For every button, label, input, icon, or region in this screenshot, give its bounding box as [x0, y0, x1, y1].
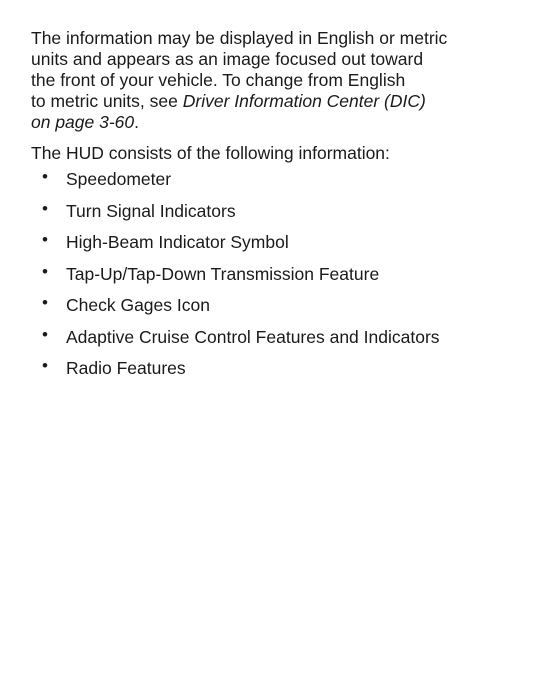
list-item-high-beam [31, 232, 521, 264]
list-item-text: Tap-Up/Tap-Down Transmission Feature [66, 263, 380, 284]
list-item-text: Adaptive Cruise Control Features and Indicators [66, 326, 440, 347]
dic-reference[interactable]: Driver Information Center (DIC) [182, 91, 426, 111]
bullet-icon: • [42, 293, 48, 312]
bullet-icon: • [42, 167, 48, 186]
intro-line-2: units and appears as an image focused out toward [31, 49, 424, 69]
list-item-text: Turn Signal Indicators [66, 200, 236, 221]
list-item-text: Check Gages Icon [66, 295, 210, 315]
intro-line-1: The information may be displayed in English or metric [31, 28, 448, 48]
document-page [31, 28, 521, 390]
hud-features-list [31, 169, 521, 390]
list-item-radio [31, 358, 521, 390]
page-reference[interactable]: on page 3-60 [31, 112, 135, 132]
bullet-icon: • [42, 198, 48, 218]
list-item-text: Speedometer [66, 169, 172, 189]
list-item-tap-shift [31, 261, 521, 296]
list-item-check-gages [31, 295, 521, 327]
lead-paragraph: The HUD consists of the following information: [31, 143, 390, 163]
list-item-adaptive-cruise [31, 324, 521, 359]
list-item-speedometer [31, 169, 521, 201]
intro-line-5-suffix: . [134, 112, 140, 132]
list-item-text: High-Beam Indicator Symbol [66, 232, 289, 252]
list-item-turn-signal [31, 198, 521, 233]
list-item-text: Radio Features [66, 358, 186, 378]
bullet-icon: • [42, 261, 48, 281]
bullet-icon: • [42, 324, 48, 344]
intro-line-4-prefix: to metric units, see [31, 91, 183, 111]
bullet-icon: • [42, 356, 48, 375]
bullet-icon: • [42, 230, 48, 249]
intro-paragraph [31, 28, 521, 133]
intro-line-3: the front of your vehicle. To change from English [31, 70, 406, 90]
